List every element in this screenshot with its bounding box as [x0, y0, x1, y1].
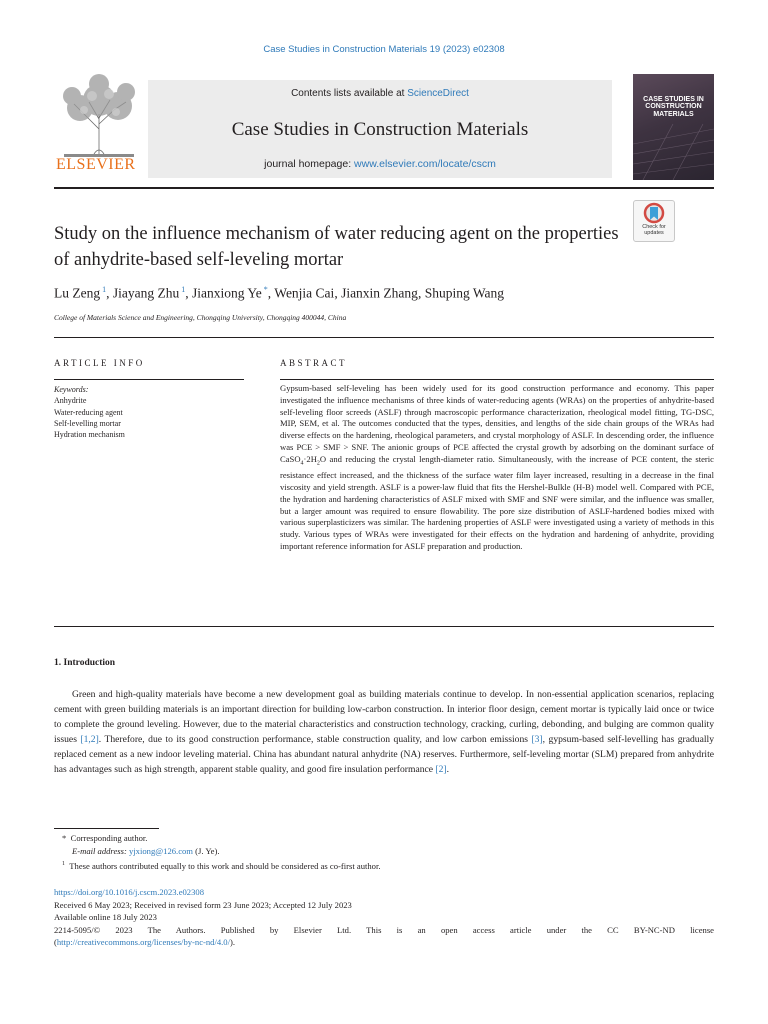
cover-texture-icon [633, 74, 714, 180]
email-suffix: (J. Ye). [195, 846, 220, 856]
journal-cover-image[interactable] [633, 74, 714, 180]
received-dates: Received 6 May 2023; Received in revised form 23 June 2023; Accepted 12 July 2023 [54, 899, 352, 910]
email-label: E-mail address: [72, 846, 127, 856]
equal-contribution-note [54, 858, 714, 873]
cover-title: CASE STUDIES IN CONSTRUCTION MATERIALS [643, 96, 704, 118]
intro-text-2: . Therefore, due to its good construction performance, stable construction quality, and low carbon emissions [98, 734, 532, 745]
author-name[interactable]: Jianxin Zhang [341, 285, 418, 301]
footnotes [54, 832, 714, 873]
author-name[interactable]: Wenjia Cai [274, 285, 335, 301]
homepage-line [148, 158, 612, 170]
reference-link-1-2[interactable]: [1,2] [80, 734, 99, 745]
article-info-divider [54, 379, 244, 380]
elsevier-wordmark: ELSEVIER [56, 156, 136, 173]
author-mark[interactable]: 1 [102, 285, 107, 294]
intro-text-end: . [446, 764, 450, 775]
keyword-item: Anhydrite [54, 396, 87, 406]
author-separator: , [267, 285, 275, 301]
email-note [54, 845, 714, 858]
check-for-updates-button[interactable] [633, 200, 675, 242]
equal-text: These authors contributed equally to this work and should be considered as co-first author. [69, 860, 381, 871]
abstract-text: Gypsum-based self-leveling has been widely used for its good construction performance and economy. This paper investigated the influence mechanisms of three kinds of water-reducing agents (WRAs) on the properties of anhydrite-based self-leveling floor screeds (ASLF) through macroscopic performance characterization, rheological model fitting, TG-DSC, MIP, SEM, et al. The outcomes conducted that the types, densities, and lengths of the side chain groups of the WRAs had diverse effects on the hardening, rheological parameters, and crystal morphology of ASLF. In descending order, the influence was PCE > SMF > SNF. The anionic groups of PCE affected the crystal growth by adsorbing on the dominant surface of $CaSO_4\cdot 2H_2O$ and reducing the crystal length-diameter ratio. Simultaneously, with the increase of PCE content, the steric resistance effect increased, and the thickness of the surface water film layer increased, resulting in a decrease in the final viscosity and yield strength. ASLF is a power-law fluid that fits the Hershel-Bulkle (H-B) model well. Compared with PCE, the hydration and hardening characteristics of ASLF mixed with SMF and SNF were similar, and the influence was smaller, but a larger amount was required to ensure flowability. The pore size distribution of ASLF-hardened bodies mixed with various superplasticizers was similar. The hardening properties of ASLF were investigated using a variety of methods in this study. Various types of WRAs were investigated for their effects on the hydration and hardening of anhydrite, providing important reference information for ASLF preparation and production. [280, 383, 714, 552]
header-divider [54, 337, 714, 338]
license-paren-close: ). [229, 937, 235, 947]
elsevier-tree-icon [54, 74, 144, 158]
abstract-end-divider [54, 626, 714, 627]
elsevier-logo[interactable] [54, 74, 144, 176]
corresponding-mark: * [62, 833, 67, 843]
corresponding-author-note [54, 832, 714, 845]
intro-text-1: Green and high-quality materials have become a new development goal as building materials continue to develop. In non-essential application scenarios, replacing cement with green building materials is an important direction for building low-carbon construction. In interior floor design, cement mortar is typically laid once or twice to complete the ground leveling. However, due to the material characteristics and construction technology, cracking, curling, debonding, and bulging are common quality issues [54, 689, 714, 745]
author-separator: , [185, 285, 192, 301]
article-info-heading: ARTICLE INFO [54, 358, 145, 368]
reference-link-3[interactable]: [3] [531, 734, 543, 745]
author-mark[interactable]: * [263, 285, 268, 294]
homepage-link[interactable]: www.elsevier.com/locate/cscm [354, 158, 496, 170]
email-link[interactable]: yjxiong@126.com [128, 846, 193, 856]
chemical-formula: $CaSO_4\cdot 2H_2O$ [280, 453, 327, 467]
intro-text-3: , gypsum-based self-levelling has gradually replaced cement as a new indoor leveling material. China has abundant natural anhydrite (NA) reserves. Furthermore, self-leveling mortar (SLM) prepared from anhydrite has advantages such as high strength, apparent stable quality, and good fire insulation performance [54, 734, 714, 775]
corresponding-text: Corresponding author. [70, 833, 148, 843]
reference-link-2[interactable]: [2] [435, 764, 447, 775]
license-link[interactable]: http://creativecommons.org/licenses/by-nc-nd/4.0/ [56, 937, 230, 947]
keyword-list [54, 395, 244, 440]
journal-banner [148, 80, 612, 178]
masthead-divider [54, 187, 714, 189]
affiliation: College of Materials Science and Engineering, Chongqing University, Chongqing 400044, China [54, 313, 347, 322]
author-separator: , [106, 285, 113, 301]
author-name[interactable]: Jiayang Zhu [112, 285, 180, 301]
author-separator: , [334, 285, 342, 301]
article-title: Study on the influence mechanism of water reducing agent on the properties of anhydrite-based self-leveling mortar [54, 224, 619, 270]
keyword-item: Hydration mechanism [54, 430, 125, 440]
journal-masthead [54, 74, 714, 184]
abstract-heading: ABSTRACT [280, 358, 348, 368]
license-statement: 2214-5095/© 2023 The Authors. Published by Elsevier Ltd. This is an open access article under the CC BY-NC-ND license [54, 924, 714, 935]
author-name[interactable]: Lu Zeng [54, 285, 101, 301]
contents-prefix: Contents lists available at [291, 88, 408, 99]
journal-citation-link[interactable]: Case Studies in Construction Materials 19 (2023) e02308 [263, 44, 505, 55]
author-name[interactable]: Shuping Wang [424, 285, 504, 301]
journal-title: Case Studies in Construction Materials [231, 119, 529, 140]
keywords-label: Keywords: [54, 385, 89, 394]
author-list [54, 285, 714, 302]
license-url-line [54, 936, 714, 949]
doi-link[interactable]: https://doi.org/10.1016/j.cscm.2023.e02308 [54, 887, 204, 897]
license-paren-open: ( [54, 937, 57, 947]
available-online: Available online 18 July 2023 [54, 912, 157, 922]
footnote-divider [54, 828, 159, 829]
crossmark-label: Check for updates [642, 224, 666, 236]
homepage-prefix: journal homepage: [264, 158, 355, 170]
keywords-block [54, 384, 244, 440]
introduction-heading: 1. Introduction [54, 658, 116, 668]
keyword-item: Self-levelling mortar [54, 418, 121, 428]
publication-info [54, 886, 714, 949]
author-mark[interactable]: 1 [181, 285, 186, 294]
abstract-divider [280, 379, 714, 380]
sciencedirect-link[interactable]: ScienceDirect [407, 88, 469, 99]
crossmark-icon [634, 201, 674, 225]
keyword-item: Water-reducing agent [54, 407, 123, 417]
introduction-paragraph [54, 687, 714, 777]
equal-mark: 1 [62, 861, 65, 867]
author-name[interactable]: Jianxiong Ye [192, 285, 262, 301]
author-separator: , [417, 285, 425, 301]
contents-line [148, 88, 612, 99]
